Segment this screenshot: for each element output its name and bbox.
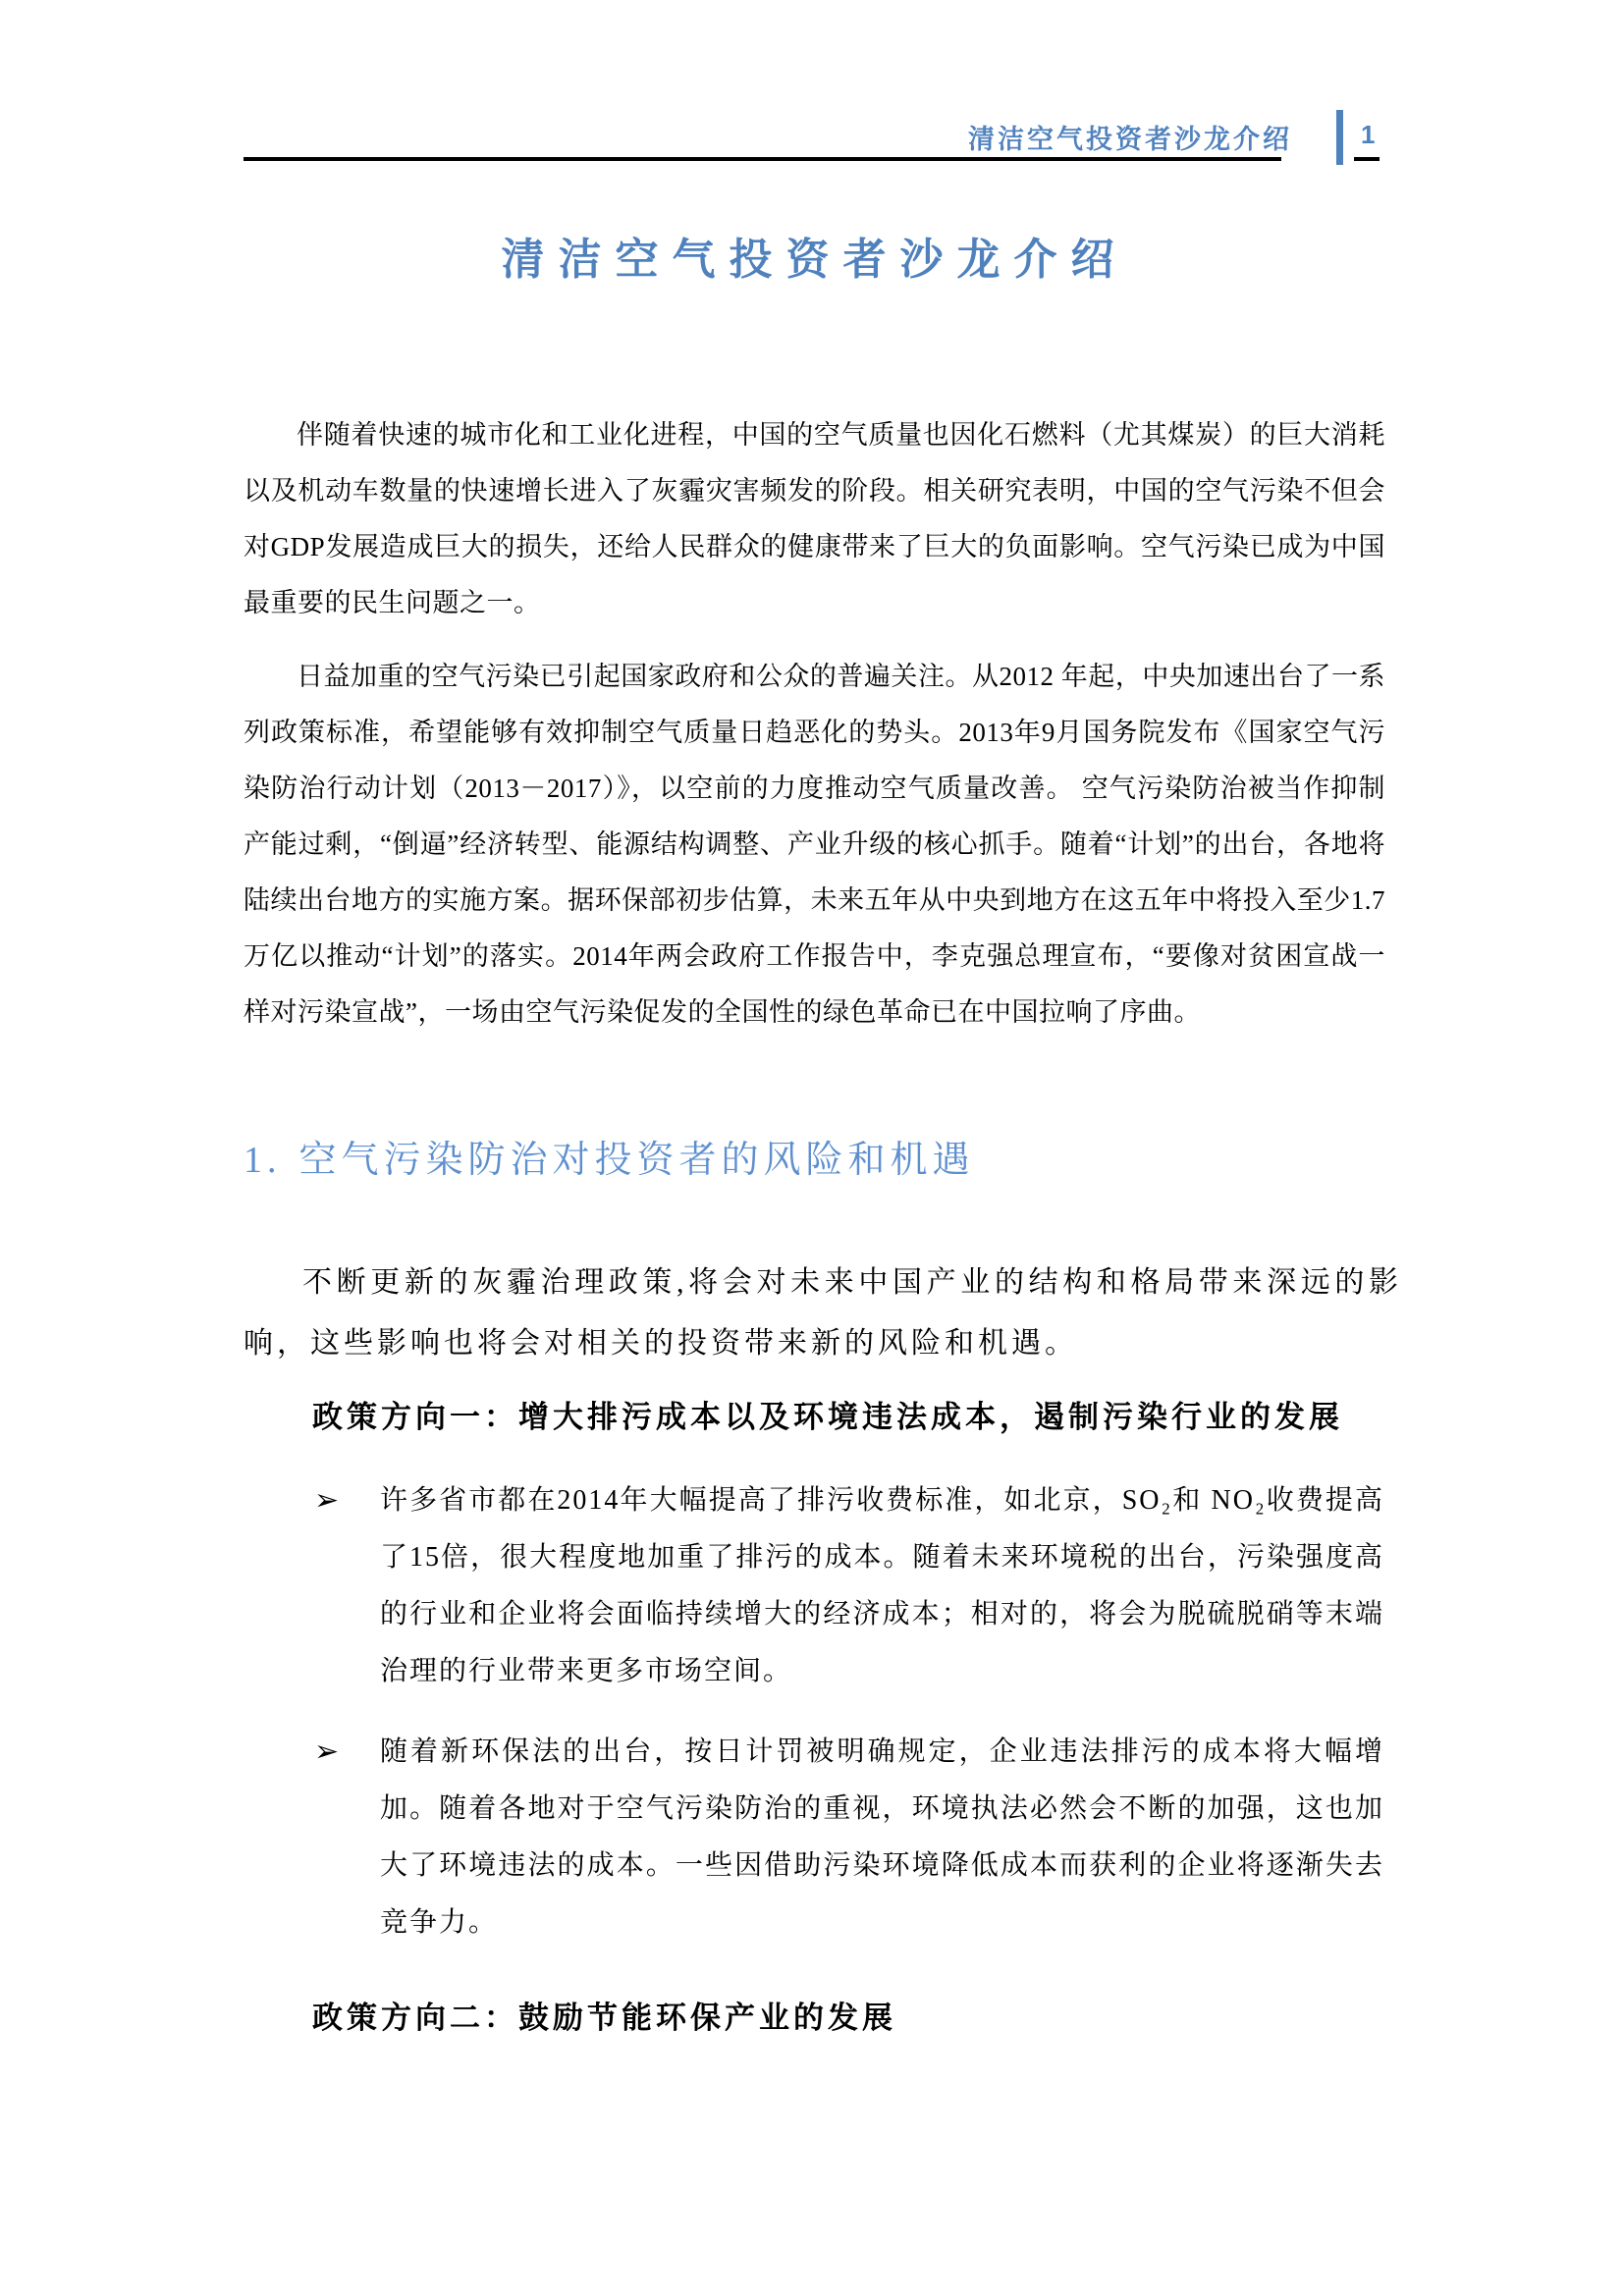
policy-direction-2-heading: 政策方向二：鼓励节能环保产业的发展	[312, 2001, 896, 2035]
section-1-number: 1.	[243, 1140, 282, 1181]
list-item	[314, 1472, 1384, 1700]
document-title: 清洁空气投资者沙龙介绍	[501, 236, 1128, 284]
paragraph-policy-background: 日益加重的空气污染已引起国家政府和公众的普遍关注。从2012 年起，中央加速出台了一系列政策标准，希望能够有效抑制空气质量日趋恶化的势头。2013年9月国务院发布《国家空气污染防治行动计划（2013－2017）》，以空前的力度推动空气质量改善。 空气污染防治被当作抑制产能过剩，“倒逼”经济转型、能源结构调整、产业升级的核心抓手。随着“计划”的出台，各地将陆续出台地方的实施方案。据环保部初步估算，未来五年从中央到地方在这五年中将投入至少1.7 万亿以推动“计划”的落实。2014年两会政府工作报告中，李克强总理宣布，“要像对贫困宣战一样对污染宣战”，一场由空气污染促发的全国性的绿色革命已在中国拉响了序曲。	[243, 662, 1385, 1027]
policy-direction-1-heading: 政策方向一：增大排污成本以及环境违法成本，遏制污染行业的发展	[312, 1400, 1343, 1434]
arrowhead-bullet-icon: ➢	[314, 1484, 340, 1517]
section-1-heading	[243, 1129, 1520, 1183]
header-rule-dash	[1354, 157, 1380, 161]
header-rule	[243, 157, 1281, 161]
header-title: 清洁空气投资者沙龙介绍	[968, 125, 1292, 154]
list-item	[314, 1724, 1384, 1951]
bullet-text-environmental-law: 随着新环保法的出台，按日计罚被明确规定，企业违法排污的成本将大幅增加。随着各地对于空气污染防治的重视，环境执法必然会不断的加强，这也加大了环境违法的成本。一些因借助污染环境降低成本而获利的企业将逐渐失去竞争力。	[380, 1736, 1384, 1938]
bullet-text-emission-fees: 许多省市都在2014年大幅提高了排污收费标准，如北京，SO₂和 NO₂收费提高了15倍，很大程度地加重了排污的成本。随着未来环境税的出台，污染强度高的行业和企业将会面临持续增大的经济成本；相对的，将会为脱硫脱硝等末端治理的行业带来更多市场空间。	[380, 1485, 1384, 1686]
section-1-title: 空气污染防治对投资者的风险和机遇	[298, 1140, 975, 1181]
section-1-intro: 不断更新的灰霾治理政策,将会对未来中国产业的结构和格局带来深远的影响，这些影响也将会对相关的投资带来新的风险和机遇。	[243, 1266, 1402, 1360]
header-divider-bar	[1336, 110, 1343, 165]
arrowhead-bullet-icon: ➢	[314, 1735, 340, 1768]
paragraph-urbanization: 伴随着快速的城市化和工业化进程，中国的空气质量也因化石燃料（尤其煤炭）的巨大消耗以及机动车数量的快速增长进入了灰霾灾害频发的阶段。相关研究表明，中国的空气污染不但会对GDP发展造成巨大的损失，还给人民群众的健康带来了巨大的负面影响。空气污染已成为中国最重要的民生问题之一。	[243, 420, 1385, 617]
page-number: 1	[1361, 120, 1376, 149]
